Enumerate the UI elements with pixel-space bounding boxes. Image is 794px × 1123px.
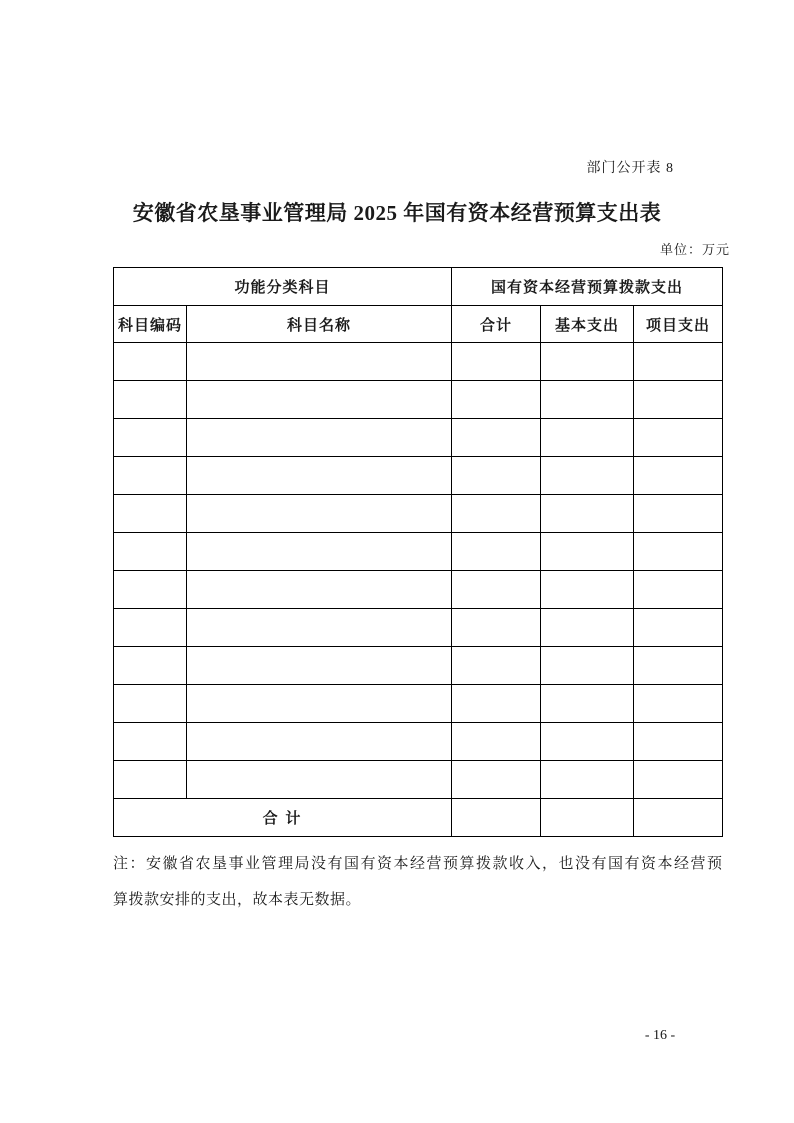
- table-cell: [187, 761, 452, 799]
- table-cell: [541, 343, 634, 381]
- table-row: [114, 533, 723, 571]
- table-cell: [187, 609, 452, 647]
- table-cell: [541, 533, 634, 571]
- table-row: [114, 571, 723, 609]
- table-cell: [114, 457, 187, 495]
- unit-label: 单位：万元: [659, 242, 730, 257]
- table-cell: [452, 419, 541, 457]
- table-cell: [541, 495, 634, 533]
- table-cell: [452, 343, 541, 381]
- header-group-function: 功能分类科目: [114, 268, 452, 306]
- table-cell: [452, 533, 541, 571]
- table-cell: [187, 495, 452, 533]
- table-header-row: [114, 306, 723, 343]
- table-cell: [634, 571, 723, 609]
- table-cell: [114, 343, 187, 381]
- table-cell: [541, 723, 634, 761]
- table-row: [114, 723, 723, 761]
- total-row-project-cell: [634, 799, 723, 837]
- table-cell: [452, 609, 541, 647]
- header-group-budget: 国有资本经营预算拨款支出: [452, 268, 723, 306]
- table-cell: [634, 495, 723, 533]
- table-cell: [541, 647, 634, 685]
- table-cell: [541, 457, 634, 495]
- page-title: 安徽省农垦事业管理局 2025 年国有资本经营预算支出表: [132, 201, 662, 225]
- total-row-label: 合 计: [114, 799, 452, 837]
- table-cell: [114, 533, 187, 571]
- table-cell: [114, 381, 187, 419]
- total-row-total-cell: [452, 799, 541, 837]
- table-cell: [452, 723, 541, 761]
- table-row: [114, 685, 723, 723]
- table-cell: [634, 609, 723, 647]
- table-cell: [452, 685, 541, 723]
- table-cell: [187, 419, 452, 457]
- header-subject-code: 科目编码: [114, 306, 187, 343]
- table-cell: [541, 685, 634, 723]
- table-cell: [187, 381, 452, 419]
- table-cell: [114, 647, 187, 685]
- table-row: [114, 419, 723, 457]
- table-cell: [114, 495, 187, 533]
- table-cell: [187, 647, 452, 685]
- table-header-group-row: [114, 268, 723, 306]
- footnote-line-1: 注：安徽省农垦事业管理局没有国有资本经营预算拨款收入，也没有国有资本经营预: [113, 856, 722, 872]
- table-cell: [634, 419, 723, 457]
- table-cell: [634, 723, 723, 761]
- table-total-row: [114, 799, 723, 837]
- table-cell: [114, 685, 187, 723]
- table-cell: [634, 343, 723, 381]
- table-cell: [114, 571, 187, 609]
- table-cell: [187, 343, 452, 381]
- table-cell: [452, 381, 541, 419]
- total-row-basic-cell: [541, 799, 634, 837]
- table-cell: [452, 761, 541, 799]
- footnote: [113, 846, 722, 918]
- table-row: [114, 647, 723, 685]
- table-cell: [187, 685, 452, 723]
- table-cell: [634, 761, 723, 799]
- budget-table: [113, 267, 723, 837]
- table-cell: [187, 723, 452, 761]
- table-cell: [114, 419, 187, 457]
- table-cell: [541, 419, 634, 457]
- table-cell: [634, 457, 723, 495]
- table-cell: [541, 381, 634, 419]
- table-cell: [634, 533, 723, 571]
- table-cell: [452, 571, 541, 609]
- table-cell: [114, 761, 187, 799]
- table-row: [114, 457, 723, 495]
- table-row: [114, 495, 723, 533]
- table-cell: [541, 761, 634, 799]
- table-cell: [452, 457, 541, 495]
- table-cell: [634, 381, 723, 419]
- table-cell: [114, 723, 187, 761]
- header-subject-name: 科目名称: [187, 306, 452, 343]
- table-row: [114, 609, 723, 647]
- table-cell: [187, 533, 452, 571]
- table-cell: [541, 571, 634, 609]
- table-row: [114, 343, 723, 381]
- table-cell: [452, 495, 541, 533]
- header-basic-expense: 基本支出: [541, 306, 634, 343]
- table-cell: [187, 571, 452, 609]
- table-cell: [634, 647, 723, 685]
- table-cell: [114, 609, 187, 647]
- table-row: [114, 761, 723, 799]
- corner-label: 部门公开表 8: [586, 161, 674, 176]
- footnote-line-2: 算拨款安排的支出，故本表无数据。: [113, 892, 362, 908]
- table-cell: [634, 685, 723, 723]
- table-cell: [452, 647, 541, 685]
- header-total: 合计: [452, 306, 541, 343]
- table-cell: [187, 457, 452, 495]
- page-number: - 16 -: [644, 1028, 676, 1043]
- table-row: [114, 381, 723, 419]
- table-cell: [541, 609, 634, 647]
- header-project-expense: 项目支出: [634, 306, 723, 343]
